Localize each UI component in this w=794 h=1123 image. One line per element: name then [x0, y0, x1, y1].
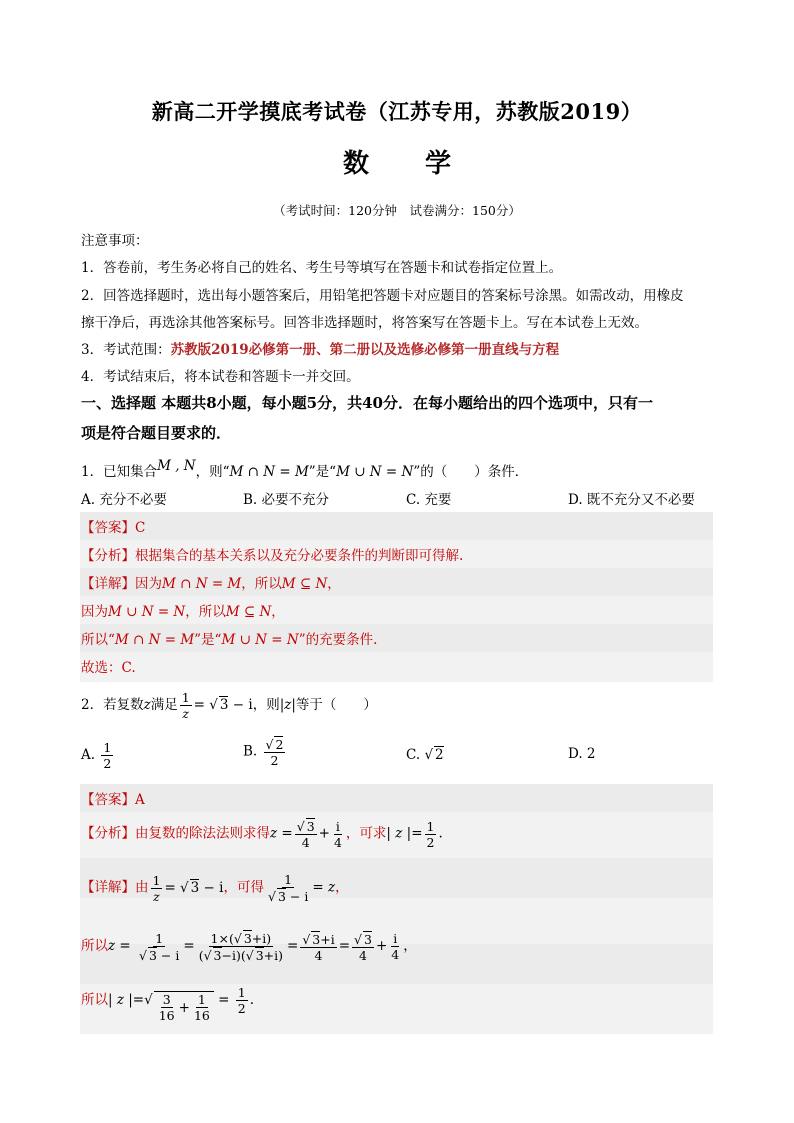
- q2-d2-den1-i: − i: [156, 947, 180, 963]
- q2-z: z: [143, 697, 151, 713]
- q1-option-d: D. 既不充分又不必要: [568, 492, 695, 508]
- q1-solution-box: [80, 512, 713, 682]
- q2-d1-den2-i: − i: [285, 889, 309, 904]
- q2-d1b: ，可得: [223, 879, 264, 896]
- q1-answer-value: C: [135, 520, 146, 536]
- q2-an-frac3: [425, 819, 437, 850]
- q1-d3d: M ∪ N = N: [221, 632, 299, 648]
- q2-analysis-z: z =: [270, 825, 293, 842]
- q1-cond1: M ∩ N = M: [229, 464, 309, 480]
- note-item-2b: 擦干净后，再选涂其他答案标号。回答非选择题时，将答案写在答题卡上。写在本试卷上无效。: [81, 315, 648, 331]
- q2-d2-den1-sqrt: 3: [149, 947, 157, 963]
- q2-analysis-abs: | z |=: [386, 825, 423, 842]
- q1-sets: M , N: [157, 458, 196, 474]
- exam-info: （考试时间：120分钟 试卷满分：150分）: [273, 203, 521, 218]
- q2-frac: [180, 690, 192, 721]
- q2-option-d: D. 2: [568, 746, 596, 762]
- q2-d1-frac1: [151, 873, 163, 904]
- q2-frac-den: z: [182, 706, 189, 721]
- q2-d3-2: 2: [237, 1001, 246, 1016]
- q2-d3-frac2: [192, 992, 212, 1023]
- q2-d2a: 所以: [81, 938, 108, 954]
- notes-heading: 注意事项：: [81, 233, 149, 249]
- q2-d2-z: z: [108, 938, 116, 954]
- q2-answer-value: A: [135, 792, 145, 808]
- q2-detail-1: 【详解】由 $\frac{1}{z}$ = √ 3 − i，可得 $\frac{1}{√ 3 - i}$ = z，: [81, 872, 349, 904]
- q1-d2b: M ∪ N = N: [108, 604, 186, 620]
- q2-detail-2: 所以z = $\frac{1}{√ 3 - i}$ = $\frac{1\times(√ 3+i)}{(√ 3-i)(√ 3+i)}$ = $\frac{√ 3+i}{4}$ = $\frac{√ 3}{4}$ + $\frac{i}{4}$ ，: [81, 930, 417, 963]
- q2-optC-val: 2: [435, 747, 444, 763]
- q1-d1e: ，: [327, 576, 341, 592]
- q2-d2-num3-sqrt: 3: [312, 931, 321, 947]
- subject-heading: [0, 143, 794, 180]
- q2-optB-den: 2: [270, 753, 279, 768]
- q2-d2-den3: 4: [314, 947, 323, 963]
- note-item-2a: 2．回答选择题时，选出每小题答案后，用铅笔把答题卡对应题目的答案标号涂黑。如需改动，用橡皮: [81, 288, 684, 304]
- q1-mid2: ”是“: [308, 464, 337, 480]
- q2-d2-num5: i: [393, 931, 398, 946]
- q2-option-a: [81, 740, 115, 771]
- q1-d3c: ”是“: [194, 632, 222, 648]
- q1-d3a: 所以“: [81, 632, 115, 648]
- q2-optA-den: 2: [103, 756, 112, 771]
- q2-an-1: 1: [426, 818, 435, 834]
- q1-option-c: C. 充要: [406, 492, 452, 508]
- q1-cond2: M ∪ N = N: [336, 464, 414, 480]
- q1-analysis-text: 根据集合的基本关系以及充分必要条件的判断即可得解.: [135, 548, 464, 564]
- note-item-3: [81, 338, 559, 358]
- q2-d1-minus-i: − i: [199, 879, 224, 896]
- q2-d1-num2: 1: [284, 872, 293, 887]
- q2-d3-3: 3: [162, 992, 171, 1007]
- q2-d3-abs: | z |=: [108, 992, 145, 1008]
- q2-analysis: 【分析】由复数的除法法则求得z = $\frac{√ 3}{4}$ + $\frac{i}{4}$ ，可求| z |= $\frac{1}{2}$ .: [81, 818, 443, 850]
- q2-d2-num3-sum: +i: [320, 931, 335, 947]
- q2-eq-b: − i: [228, 697, 253, 713]
- q2-d1-den: z: [153, 888, 160, 904]
- q1-d3b: M ∩ N = M: [114, 632, 195, 648]
- q2-option-c: C. √ 2: [406, 747, 444, 763]
- q2-d2-den5: 4: [391, 947, 400, 962]
- q1-detail-1: [81, 572, 341, 592]
- q1-d2d: M ⊆ N: [225, 604, 272, 620]
- q1-detail-label: 【详解】: [81, 576, 135, 592]
- q1-d1c: ，所以: [241, 576, 282, 592]
- q2-d3-16a: 16: [158, 1008, 175, 1023]
- q2-d1-den2-sqrt: 3: [277, 889, 286, 904]
- q2-d2-den2-sqrt-a: 3: [213, 948, 222, 963]
- q2-d3a: 所以: [81, 992, 108, 1008]
- q1-d3e: ”的充要条件.: [298, 632, 378, 648]
- q2-answer: [81, 788, 145, 808]
- q2-an-i: i: [335, 818, 340, 834]
- q1-analysis: [81, 544, 463, 564]
- q2-an-frac1: $\frac{√ 3}{4}$: [296, 819, 315, 850]
- q2-d1a: 由: [135, 879, 149, 896]
- exam-scope: 苏教版2019必修第一册、第二册以及选修必修第一册直线与方程: [170, 342, 560, 358]
- subject-char-1: 数: [342, 149, 369, 179]
- q2-frac-num: 1: [181, 690, 190, 705]
- q2-an-4b: 4: [333, 834, 342, 850]
- q2-eq-a: =: [193, 697, 210, 713]
- q1-detail-3: [81, 628, 377, 648]
- q1-analysis-label: 【分析】: [81, 548, 135, 564]
- q2-prefix: 2．若复数: [81, 697, 144, 713]
- q2-d3-1a: 1: [197, 992, 206, 1007]
- q2-optA-num: 1: [103, 740, 112, 755]
- q2-mid1: 满足: [150, 697, 178, 713]
- q1-conclusion-text: 故选：C.: [81, 660, 136, 676]
- q2-option-b: [243, 736, 287, 768]
- q2-analysis-label: 【分析】: [81, 825, 135, 842]
- q1-detail-2: [81, 600, 285, 620]
- q2-optB-num-val: 2: [275, 737, 284, 752]
- q2-d2-frac1: $\frac{1}{√ 3 - i}$: [139, 930, 180, 963]
- q2-an-4a: 4: [301, 835, 310, 850]
- q2-d2-num4-sqrt: 3: [364, 931, 372, 947]
- section-heading-line2: 项是符合题目要求的．: [81, 424, 232, 442]
- q1-d2a: 因为: [81, 604, 108, 620]
- q2-d3-frac1: [157, 992, 177, 1023]
- q2-d2-num1: 1: [155, 930, 164, 946]
- subject-char-2: 学: [425, 149, 452, 179]
- q2-detail-3: 所以| z |=√ $\frac{3}{16}$ + $\frac{1}{16}$ = $\frac{1}{2}$ .: [81, 985, 254, 1023]
- q1-answer-label: 【答案】: [81, 520, 135, 536]
- q1-prefix: 1．已知集合: [81, 464, 158, 480]
- q2-d3-16b: 16: [193, 1008, 210, 1023]
- q1-mid1: ，则“: [195, 464, 230, 480]
- q1-option-a: A. 充分不必要: [81, 492, 167, 508]
- q2-optA-label: A.: [81, 747, 96, 763]
- q2-mid2: ，则: [252, 697, 280, 713]
- q2-optB-frac: [264, 736, 286, 768]
- q1-answer: [81, 516, 145, 536]
- q1-d1b: M ∩ N = M: [162, 576, 242, 592]
- note-item-3-prefix: 3．考试范围：: [81, 342, 171, 358]
- q2-d2-den2-mid: −i)(: [221, 948, 246, 963]
- page-title: 新高二开学摸底考试卷（江苏专用，苏教版2019）: [151, 99, 643, 124]
- q2-d2-den4: 4: [359, 947, 367, 963]
- q2-d1c: ，: [335, 879, 349, 896]
- q2-d3-1b: 1: [237, 985, 246, 1000]
- q1-d1d: M ⊆ N: [281, 576, 328, 592]
- q2-d2-frac5: [389, 931, 401, 962]
- q2-optB-label: B.: [243, 743, 258, 760]
- question-1-stem: [81, 460, 528, 480]
- q2-d3-radicand: $\frac{3}{16}$ + $\frac{1}{16}$: [154, 991, 214, 1023]
- q2-d1-z: z: [327, 879, 336, 896]
- q1-suffix: ”的（ ）条件．: [413, 464, 529, 480]
- q1-conclusion: [81, 656, 136, 676]
- q1-option-b: B. 必要不充分: [243, 492, 330, 508]
- q2-optB-num: √ 2: [265, 737, 284, 752]
- q2-absz: |z|: [279, 697, 296, 713]
- q2-d2-frac3: $\frac{√ 3+i}{4}$: [302, 931, 335, 963]
- section-heading-line1: 一、选择题 本题共8小题，每小题5分，共40分．在每小题给出的四个选项中，只有一: [81, 394, 653, 412]
- q2-d1-num: 1: [152, 872, 161, 888]
- q2-detail-label: 【详解】: [81, 879, 135, 896]
- q2-an-frac2: [332, 819, 344, 850]
- q2-suffix: 等于（ ）: [295, 697, 377, 713]
- q1-d2c: ，所以: [185, 604, 226, 620]
- q2-optA-frac: [101, 740, 113, 771]
- q1-d2e: ，: [271, 604, 285, 620]
- q2-d2-numtimes: 1×(: [210, 931, 234, 946]
- q2-d2-frac2: $\frac{1\times(√ 3+i)}{(√ 3-i)(√ 3+i)}$: [198, 931, 284, 963]
- q1-d1a: 因为: [135, 576, 162, 592]
- note-item-1: 1．答卷前，考生务必将自己的姓名、考生号等填写在答题卡和试卷指定位置上。: [81, 260, 563, 276]
- q2-optC-label: C.: [406, 747, 421, 763]
- q2-d2-den2-open: (: [198, 948, 204, 963]
- q2-analysis-b: ，可求: [345, 825, 387, 842]
- question-2-stem: 2．若复数z满足 $\frac{1}{z}$ = √ 3 − i，则|z|等于（ ）: [81, 690, 377, 721]
- q2-answer-label: 【答案】: [81, 792, 135, 808]
- q2-d1-frac2: $\frac{1}{√ 3 - i}$: [267, 872, 309, 904]
- q2-d3-frac3: [236, 985, 248, 1016]
- q2-d2-num2-sqrt: 3: [243, 931, 252, 946]
- q2-d2-num2-close: +i): [251, 931, 272, 946]
- q2-an-sqrt3: 3: [306, 819, 315, 834]
- q2-d2-den2-close: +i): [263, 948, 284, 963]
- q2-analysis-a: 由复数的除法法则求得: [135, 825, 270, 842]
- q2-an-2: 2: [426, 834, 435, 850]
- q2-d2-frac4: $\frac{√ 3}{4}$: [354, 931, 372, 963]
- note-item-4: 4．考试结束后，将本试卷和答题卡一并交回。: [81, 369, 360, 385]
- q2-d2-den2-sqrt-b: 3: [255, 948, 264, 963]
- q2-eq-sqrt: 3: [219, 697, 229, 713]
- q2-d1-sqrt: 3: [190, 879, 200, 896]
